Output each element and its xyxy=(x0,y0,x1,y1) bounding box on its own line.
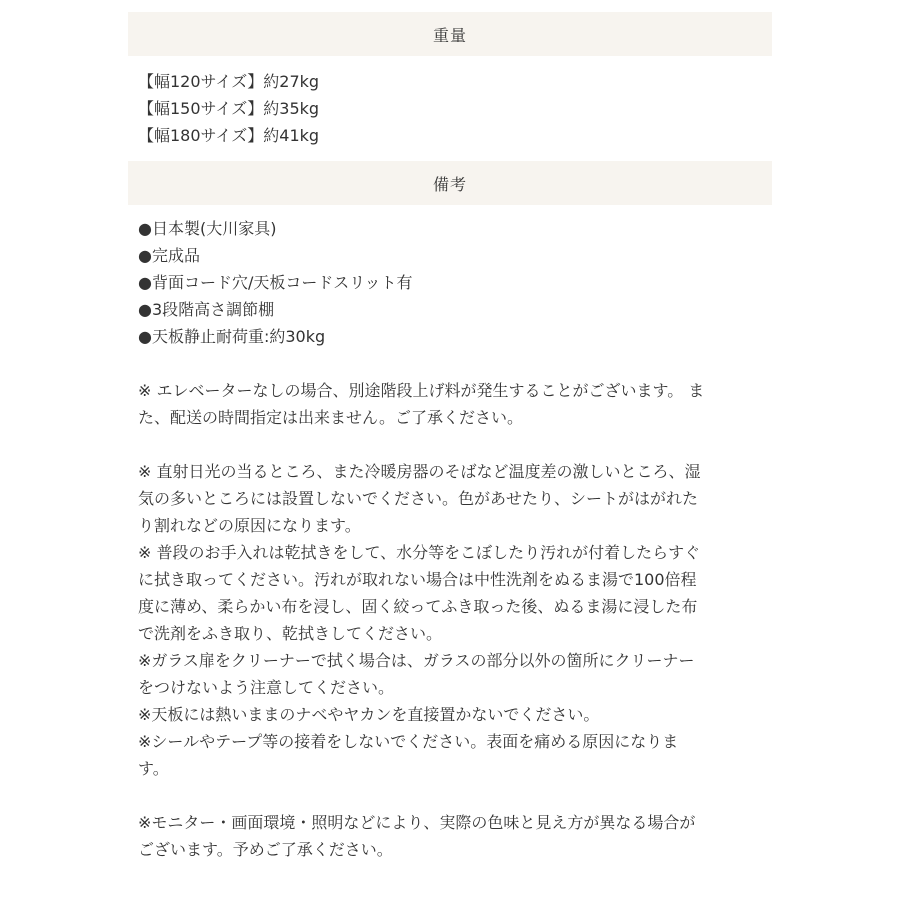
care-note-line: 度に薄め、柔らかい布を浸し、固く絞ってふき取った後、ぬるま湯に浸した布 xyxy=(138,597,698,616)
care-note-line: ※ 直射日光の当るところ、また冷暖房器のそばなど温度差の激しいところ、湿 xyxy=(138,462,701,481)
spacer xyxy=(138,782,762,809)
care-note-line: をつけないよう注意してください。 xyxy=(138,678,395,697)
weight-line-150: 【幅150サイズ】約35kg xyxy=(138,99,320,118)
feature-item: ●日本製(大川家具) xyxy=(138,219,277,238)
care-note-line: 気の多いところには設置しないでください。色があせたり、シートがはがれた xyxy=(138,489,699,508)
delivery-note-line: た、配送の時間指定は出来ません。ご了承ください。 xyxy=(138,408,523,427)
notes-body xyxy=(128,205,772,875)
weight-line-120: 【幅120サイズ】約27kg xyxy=(138,72,320,91)
product-spec-table xyxy=(128,12,772,875)
weight-line-180: 【幅180サイズ】約41kg xyxy=(138,126,320,145)
feature-item: ●3段階高さ調節棚 xyxy=(138,300,275,319)
feature-item: ●完成品 xyxy=(138,246,200,265)
care-note-line: す。 xyxy=(138,759,169,778)
weight-heading: 重量 xyxy=(128,12,772,56)
spacer xyxy=(138,350,762,377)
color-note-line: ございます。予めご了承ください。 xyxy=(138,840,393,859)
care-note-line: り割れなどの原因になります。 xyxy=(138,516,361,535)
feature-item: ●天板静止耐荷重:約30kg xyxy=(138,327,326,346)
feature-item: ●背面コード穴/天板コードスリット有 xyxy=(138,273,413,292)
care-note-line: ※ 普段のお手入れは乾拭きをして、水分等をこぼしたり汚れが付着したらすぐ xyxy=(138,543,701,562)
care-note-line: ※天板には熱いままのナベやヤカンを直接置かないでください。 xyxy=(138,705,600,724)
delivery-note-line: ※ エレベーターなしの場合、別途階段上げ料が発生することがございます。 ま xyxy=(138,381,705,400)
weight-body xyxy=(128,56,772,161)
spacer xyxy=(138,431,762,458)
care-note-line: ※シールやテープ等の接着をしないでください。表面を痛める原因になりま xyxy=(138,732,679,751)
color-note-line: ※モニター・画面環境・照明などにより、実際の色味と見え方が異なる場合が xyxy=(138,813,696,832)
care-note-line: ※ガラス扉をクリーナーで拭く場合は、ガラスの部分以外の箇所にクリーナー xyxy=(138,651,695,670)
care-note-line: で洗剤をふき取り、乾拭きしてください。 xyxy=(138,624,443,643)
notes-heading: 備考 xyxy=(128,161,772,205)
care-note-line: に拭き取ってください。汚れが取れない場合は中性洗剤をぬるま湯で100倍程 xyxy=(138,570,697,589)
